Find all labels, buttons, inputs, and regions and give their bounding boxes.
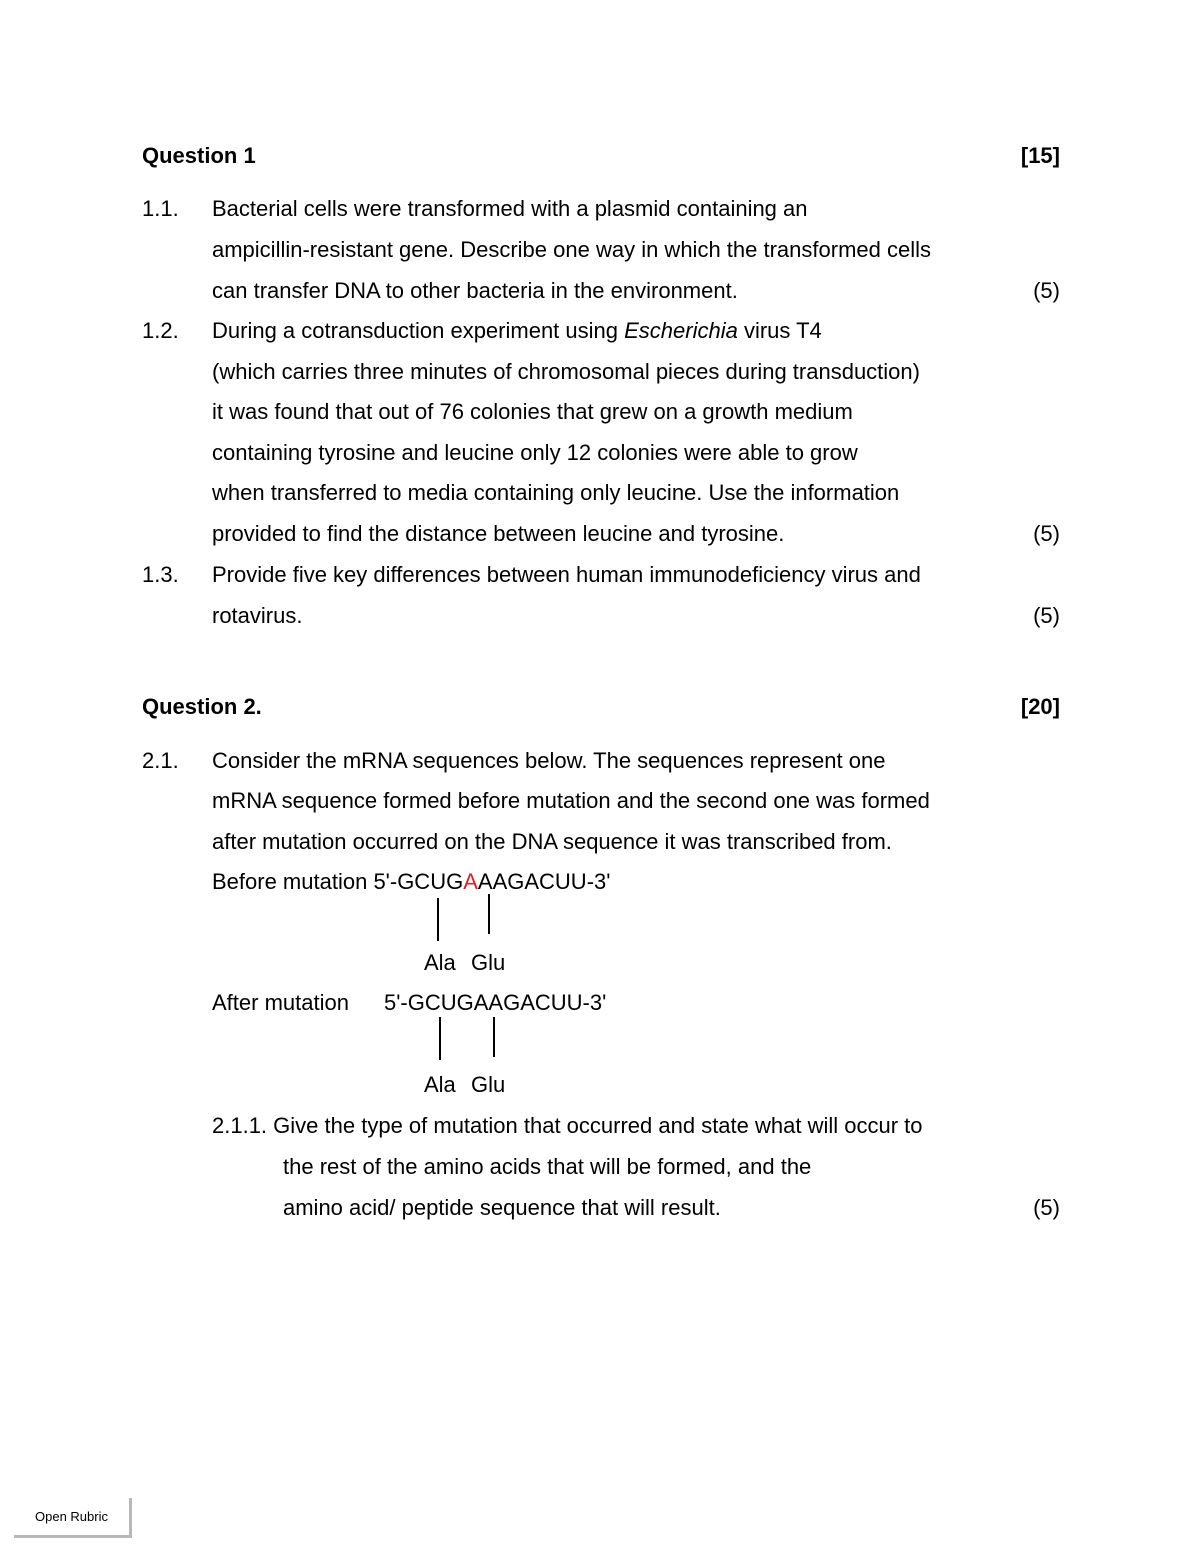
item-1-2-first-line (212, 318, 822, 344)
subquestion-text: Give the type of mutation that occurred and state what will occur to (273, 1113, 923, 1138)
item-2-1-line: Consider the mRNA sequences below. The sequences represent one (212, 748, 886, 773)
item-1-3-number: 1.3. (142, 562, 179, 587)
item-2-1-number: 2.1. (142, 748, 179, 773)
subquestion-2-1-1-first-line (212, 1113, 923, 1139)
question-1-title: Question 1 (142, 143, 256, 168)
item-1-2-line: it was found that out of 76 colonies that grew on a growth medium (212, 399, 853, 424)
subquestion-line: the rest of the amino acids that will be formed, and the (283, 1154, 812, 1179)
item-1-2-line: provided to find the distance between leucine and tyrosine. (212, 521, 785, 546)
item-1-2-line: when transferred to media containing only leucine. Use the information (212, 480, 900, 505)
codon-connector-line (493, 1017, 495, 1057)
item-1-2-text: During a cotransduction experiment using (212, 318, 625, 343)
item-1-3-line: Provide five key differences between human immunodeficiency virus and (212, 562, 921, 587)
codon-connector-line (437, 898, 439, 941)
subquestion-line: amino acid/ peptide sequence that will result. (283, 1195, 721, 1220)
open-rubric-button[interactable]: Open Rubric (14, 1498, 132, 1538)
mutated-base-highlight: A (463, 869, 478, 894)
item-2-1-line: after mutation occurred on the DNA sequence it was transcribed from. (212, 829, 892, 854)
question-2-total: [20] (1020, 694, 1060, 719)
item-1-2-number: 1.2. (142, 318, 179, 343)
item-1-2-text: virus T4 (737, 318, 822, 343)
item-1-2-line: containing tyrosine and leucine only 12 colonies were able to grow (212, 440, 858, 465)
subquestion-marks: (5) (1033, 1195, 1060, 1220)
before-seq-part: 5'-GCUG (373, 869, 464, 894)
item-1-2-line: (which carries three minutes of chromosomal pieces during transduction) (212, 359, 920, 384)
question-2-title: Question 2. (142, 694, 262, 719)
after-mutation-label: After mutation (212, 990, 349, 1015)
item-2-1-line: mRNA sequence formed before mutation and the second one was formed (212, 788, 930, 813)
item-1-2-italic-species: Escherichia (624, 318, 738, 343)
amino-acid-ala: Ala (424, 950, 456, 975)
item-1-2-marks: (5) (1033, 521, 1060, 546)
item-1-3-line: rotavirus. (212, 603, 303, 628)
item-1-1-marks: (5) (1033, 278, 1060, 303)
before-mutation-row (212, 869, 610, 895)
before-mutation-label: Before mutation (212, 869, 374, 894)
subquestion-number: 2.1.1. (212, 1113, 268, 1138)
amino-acid-glu: Glu (471, 1072, 506, 1097)
after-sequence: 5'-GCUGAAGACUU-3' (384, 990, 607, 1015)
amino-acid-glu: Glu (471, 950, 506, 975)
item-1-1-line: ampicillin-resistant gene. Describe one way in which the transformed cells (212, 237, 931, 262)
codon-connector-line (488, 894, 490, 934)
item-1-3-marks: (5) (1033, 603, 1060, 628)
before-sequence (373, 869, 610, 894)
question-1-total: [15] (1020, 143, 1060, 168)
item-1-1-line: can transfer DNA to other bacteria in the environment. (212, 278, 738, 303)
item-1-1-number: 1.1. (142, 196, 179, 221)
amino-acid-ala: Ala (424, 1072, 456, 1097)
item-1-1-line: Bacterial cells were transformed with a plasmid containing an (212, 196, 808, 221)
before-seq-part: AAGACUU-3' (477, 869, 611, 894)
codon-connector-line (439, 1017, 441, 1060)
